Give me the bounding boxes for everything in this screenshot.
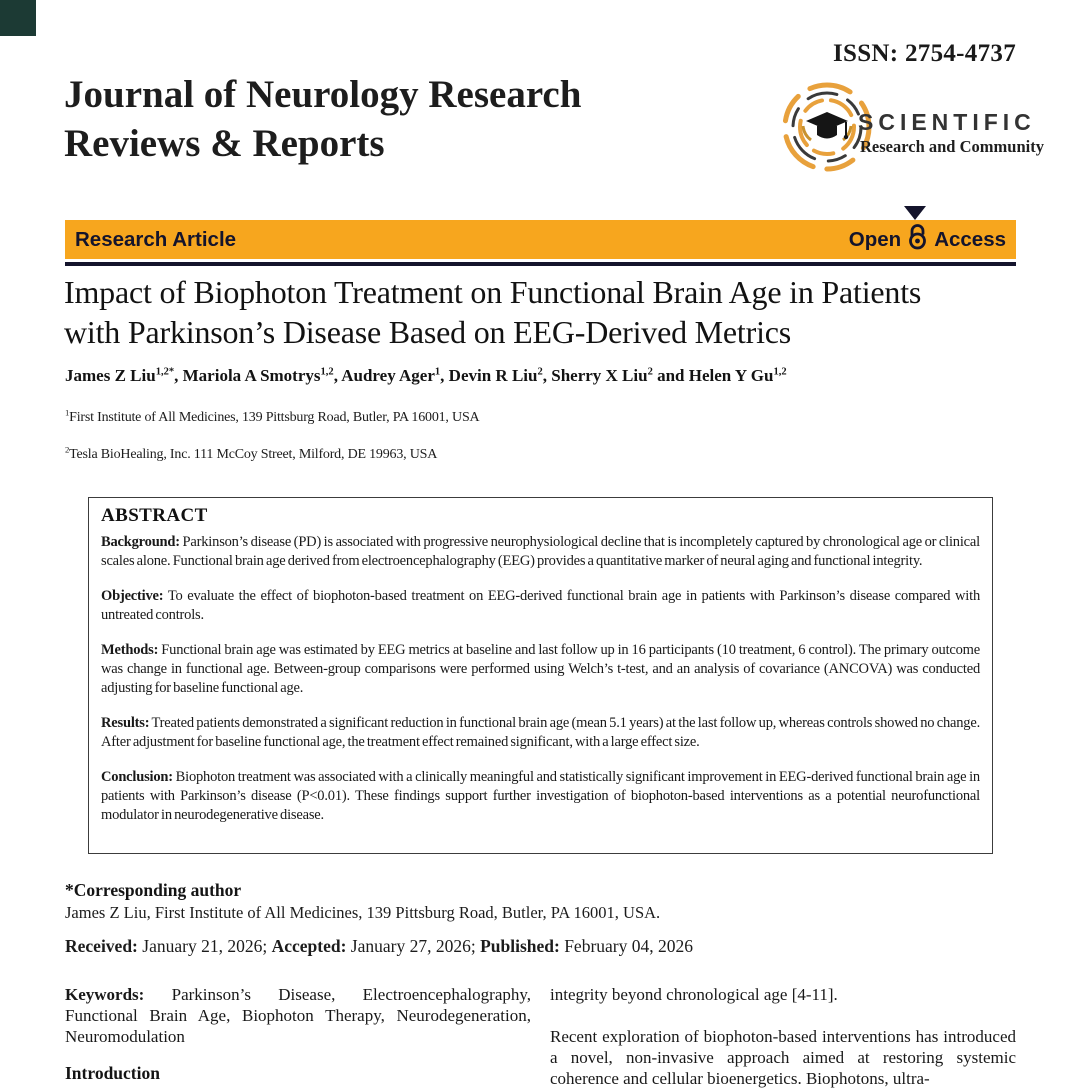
article-title	[64, 272, 1024, 352]
abstract-conclusion-paragraph	[101, 768, 980, 825]
journal-title-line1: Journal of Neurology Research	[64, 73, 582, 116]
keywords-label: Keywords:	[65, 985, 145, 1004]
abstract-conclusion-label: Conclusion:	[101, 769, 173, 785]
abstract-methods-paragraph	[101, 641, 980, 698]
abstract-heading: ABSTRACT	[101, 505, 208, 526]
abstract-objective-paragraph	[101, 587, 980, 625]
left-column	[65, 984, 531, 1084]
affiliation-2: $^2$Tesla BioHealing, Inc. 111 McCoy Street, Milford, DE 19963, USA	[65, 444, 438, 462]
publisher-tagline: Research and Community	[860, 136, 1044, 156]
abstract-box	[88, 497, 993, 854]
received-date: January 21, 2026;	[142, 936, 268, 956]
open-lock-icon	[907, 223, 928, 256]
abstract-results-label: Results:	[101, 715, 150, 731]
accepted-date: January 27, 2026;	[350, 936, 476, 956]
abstract-results-text: Treated patients demonstrated a significant reduction in functional brain age (mean 5.1 years) at the last follow up, whereas controls showed no change. After adjustment for baseline functional age, the treatment effect remained significant, with a large effect size.	[101, 715, 981, 750]
abstract-background-text: Parkinson’s disease (PD) is associated with progressive neurophysiological decline that is incompletely captured by chronological age or clinical scales alone. Functional brain age derived from electroencephalography (EEG) provides a quantitative marker of neural aging and functional integrity.	[101, 534, 980, 569]
abstract-background-paragraph	[101, 533, 980, 571]
right-column-paragraph-2: Recent exploration of biophoton-based interventions has introduced a novel, non-invasive approach aimed at restoring systemic coherence and cellular bioenergetics. Biophotons, ultra-	[550, 1027, 1016, 1088]
open-access-access-label: Access	[934, 227, 1006, 251]
publisher-logo	[780, 80, 1044, 179]
abstract-objective-label: Objective:	[101, 588, 164, 604]
article-type-banner	[65, 220, 1016, 259]
article-title-line2: with Parkinson’s Disease Based on EEG-Derived Metrics	[64, 314, 792, 350]
article-dates-line	[65, 936, 693, 957]
article-title-line1: Impact of Biophoton Treatment on Functional Brain Age in Patients	[64, 274, 922, 310]
issn-label: ISSN: 2754-4737	[833, 40, 1016, 67]
paragraph-gap	[550, 1005, 1016, 1026]
open-access-open-label: Open	[848, 227, 902, 251]
received-label: Received:	[65, 936, 138, 956]
authors-line: James Z Liu$^{1,2*}$, Mariola A Smotrys$^{1,2}$, Audrey Ager$^1$, Devin R Liu$^2$, Sherry X Liu$^2$ and Helen Y Gu$^{1,2}$	[65, 366, 787, 385]
abstract-objective-text: To evaluate the effect of biophoton-based treatment on EEG-derived functional brain age in patients with Parkinson’s disease compared with untreated controls.	[101, 588, 980, 623]
affiliation-1: $^1$First Institute of All Medicines, 139 Pittsburg Road, Butler, PA 16001, USA	[65, 407, 480, 425]
corresponding-author-heading: *Corresponding author	[65, 880, 242, 900]
down-triangle-icon	[904, 206, 926, 220]
accepted-label: Accepted:	[271, 936, 347, 956]
keywords-paragraph	[65, 984, 531, 1047]
publisher-name-block	[858, 109, 1044, 157]
introduction-heading: Introduction	[65, 1063, 160, 1083]
article-type-label: Research Article	[75, 227, 237, 251]
abstract-conclusion-text: Biophoton treatment was associated with a clinically meaningful and statistically significant improvement in EEG-derived functional brain age in patients with Parkinson’s disease (P<0.01). These findings support further investigation of biophoton-based interventions as a potential neurofunctional modulator in neurodegenerative disease.	[101, 769, 980, 823]
published-label: Published:	[480, 936, 560, 956]
corresponding-author-text: James Z Liu, First Institute of All Medicines, 139 Pittsburg Road, Butler, PA 16001, USA.	[65, 903, 661, 922]
open-access-badge	[849, 223, 1006, 256]
right-column-paragraph-1: integrity beyond chronological age [4-11].	[550, 985, 838, 1004]
publisher-name: SCIENTIFIC	[858, 108, 1036, 135]
right-column	[550, 984, 1016, 1089]
abstract-results-paragraph	[101, 714, 980, 752]
graduation-cap-icon	[806, 112, 848, 139]
journal-title-line2: Reviews & Reports	[64, 122, 385, 165]
published-date: February 04, 2026	[564, 936, 693, 956]
keywords-text: Parkinson’s Disease, Electroencephalography, Functional Brain Age, Biophoton Therapy, Neurodegeneration, Neuromodulation	[65, 985, 532, 1046]
banner-underline	[65, 262, 1016, 266]
abstract-methods-label: Methods:	[101, 642, 159, 658]
abstract-methods-text: Functional brain age was estimated by EEG metrics at baseline and last follow up in 16 participants (10 treatment, 6 control). The primary outcome was change in functional age. Between-group comparisons were performed using Welch’s t-test, and an analysis of covariance (ANCOVA) was conducted adjusting for baseline functional age.	[101, 642, 980, 696]
journal-title	[64, 70, 581, 168]
page-corner-decoration	[0, 0, 36, 36]
abstract-background-label: Background:	[101, 534, 180, 550]
